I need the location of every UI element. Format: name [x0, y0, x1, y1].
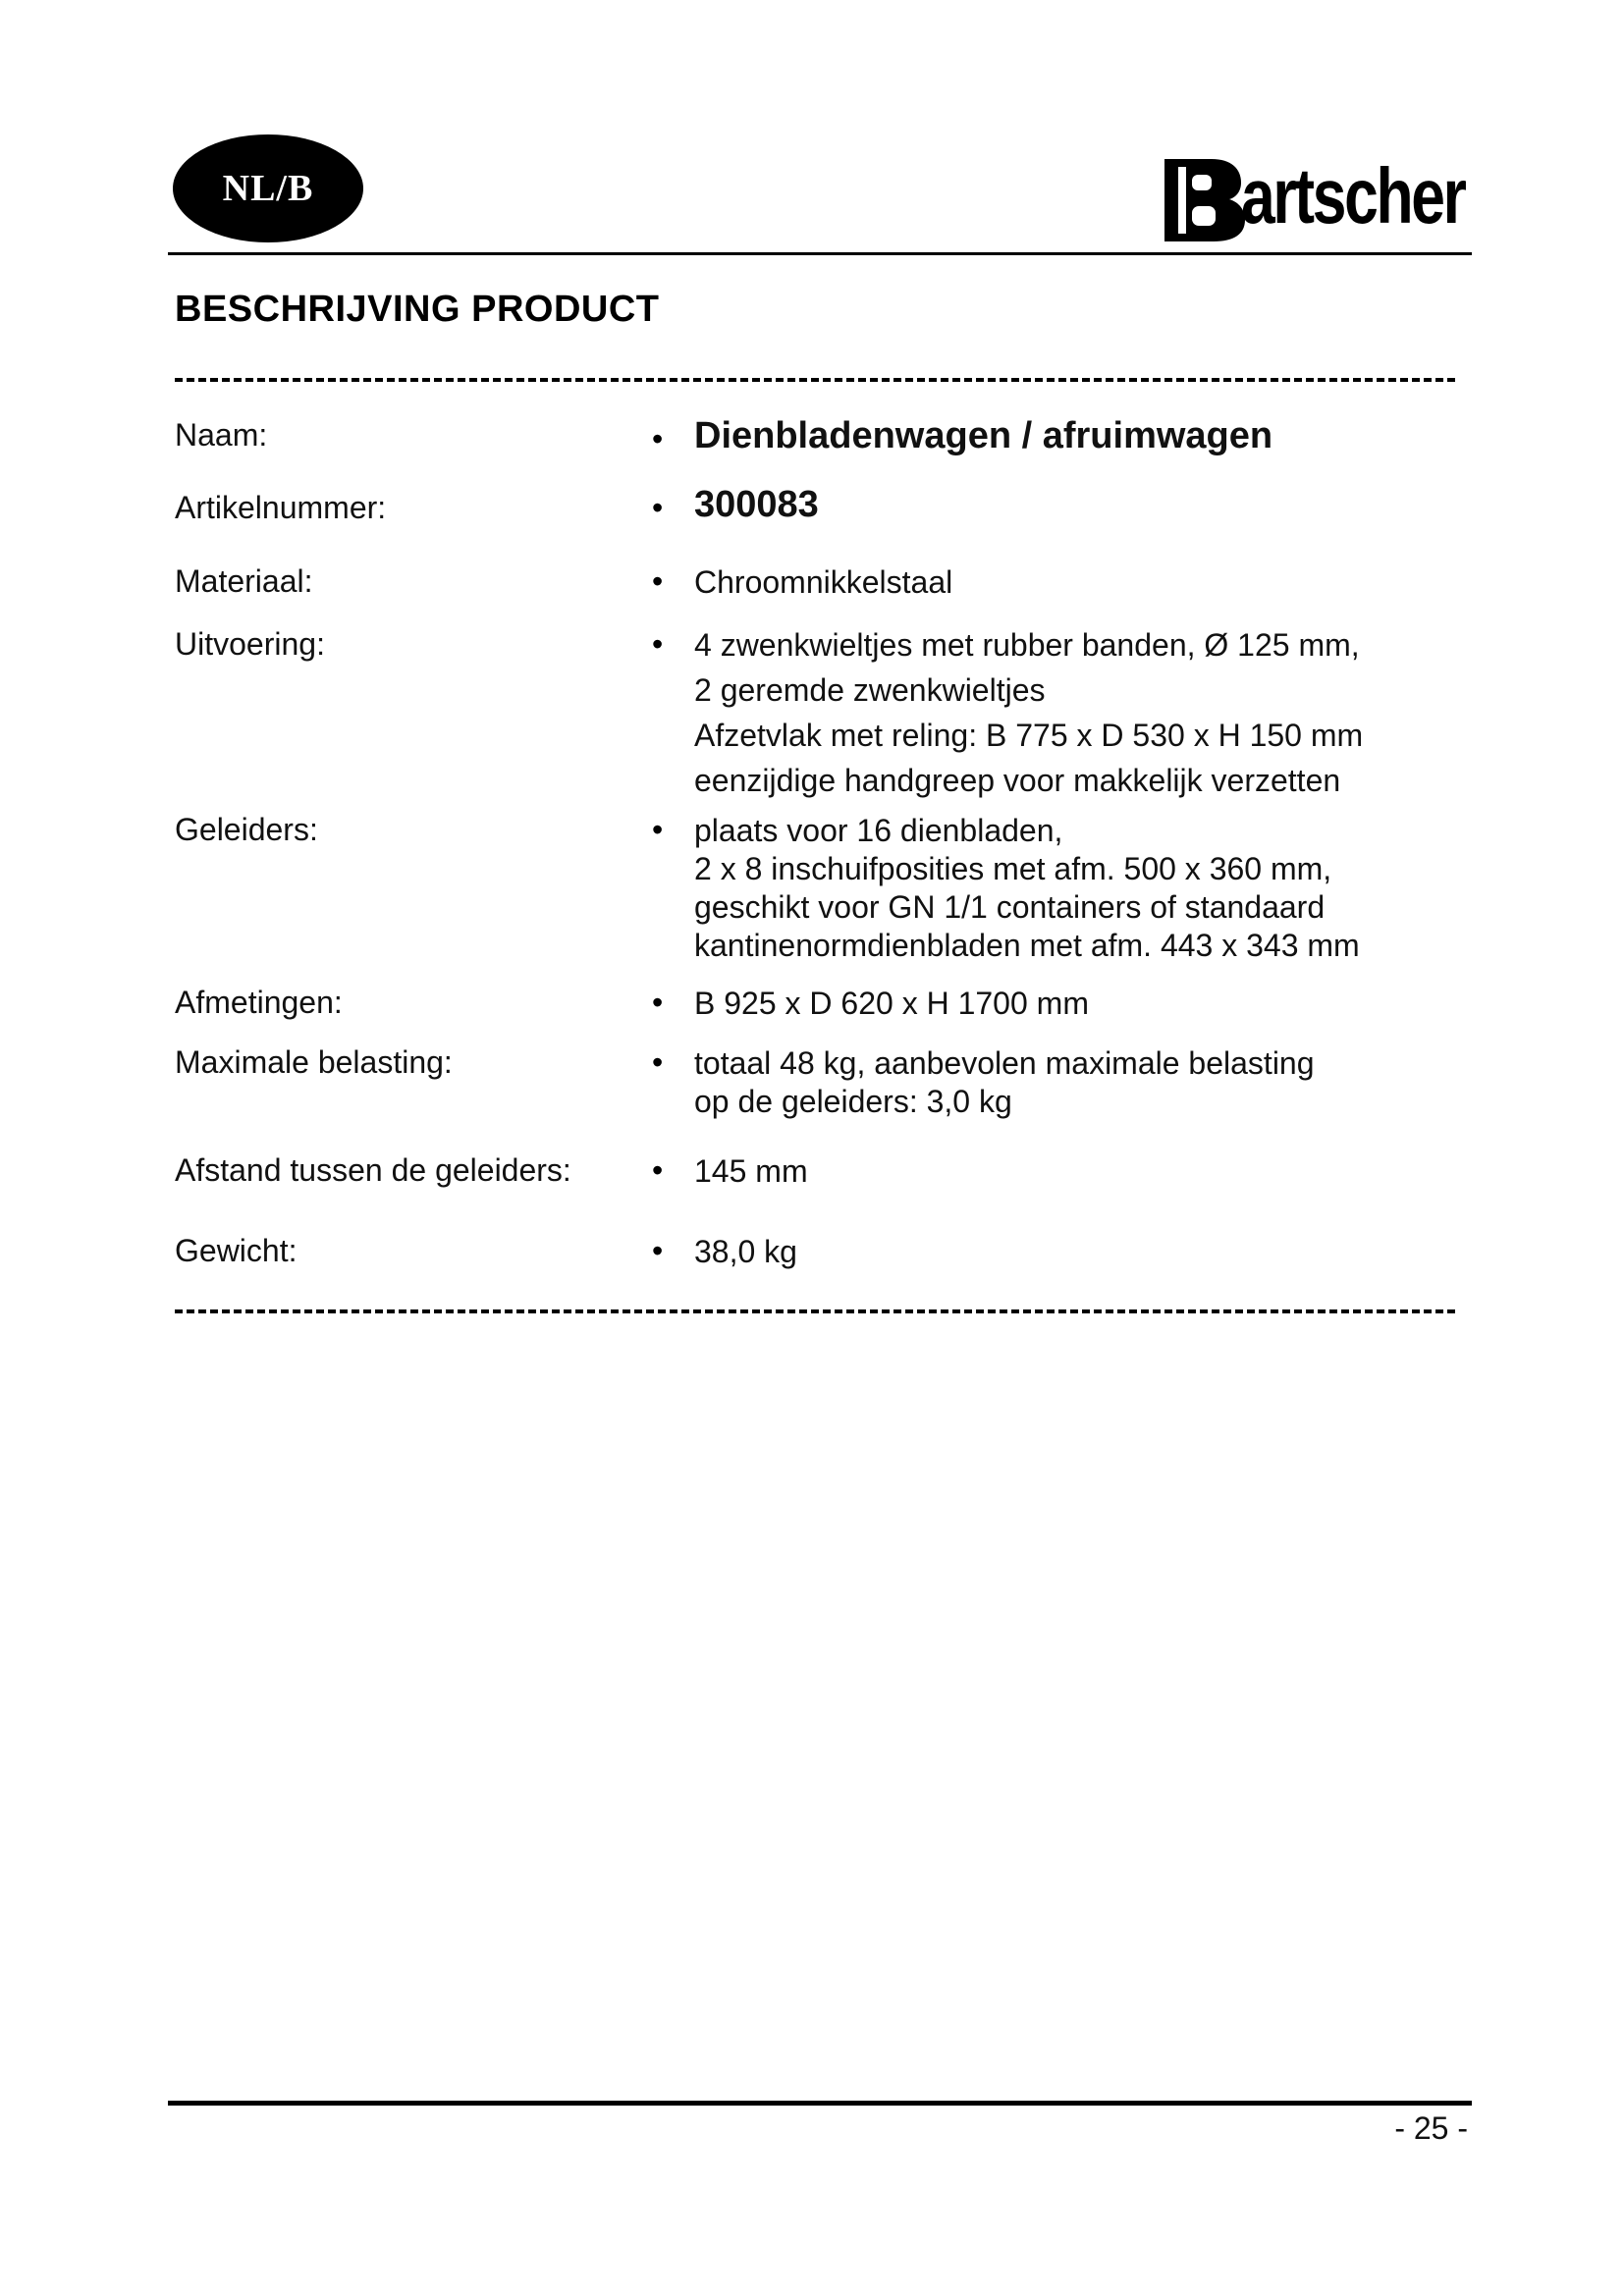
page-number: - 25 -: [1394, 2110, 1468, 2146]
bullet-icon: •: [652, 563, 664, 599]
bullet-icon: •: [652, 490, 664, 525]
dashed-divider-bottom: [175, 1309, 1455, 1313]
spec-label-belasting: Maximale belasting:: [175, 1044, 453, 1080]
section-title: BESCHRIJVING PRODUCT: [175, 289, 660, 330]
spec-value-uitvoering: 4 zwenkwieltjes met rubber banden, Ø 125 mm, 2 geremde zwenkwieltjes Afzetvlak met reling: B 775 x D 530 x H 150 mm eenzijdige handgreep voor makkelijk verzetten: [694, 627, 1364, 798]
bullet-icon: •: [652, 421, 664, 456]
bullet-icon: •: [652, 1044, 664, 1080]
bartscher-logo: [1157, 147, 1528, 245]
bullet-icon: •: [652, 626, 664, 662]
bartscher-logo-text: artscher: [1241, 152, 1465, 240]
spec-value-naam: Dienbladenwagen / afruimwagen: [694, 415, 1273, 456]
spec-label-artikelnummer: Artikelnummer:: [175, 490, 387, 525]
spec-label-naam: Naam:: [175, 417, 268, 453]
spec-label-geleiders: Geleiders:: [175, 812, 318, 847]
footer-rule: [168, 2101, 1472, 2106]
dashed-divider-top: [175, 378, 1455, 382]
spec-value-materiaal: Chroomnikkelstaal: [694, 564, 953, 600]
spec-label-afmetingen: Afmetingen:: [175, 985, 343, 1020]
spec-label-afstand: Afstand tussen de geleiders:: [175, 1152, 571, 1188]
bullet-icon: •: [652, 1233, 664, 1268]
spec-value-artikelnummer: 300083: [694, 484, 819, 525]
spec-label-uitvoering: Uitvoering:: [175, 626, 325, 662]
spec-value-afmetingen: B 925 x D 620 x H 1700 mm: [694, 986, 1089, 1021]
spec-value-geleiders: plaats voor 16 dienbladen, 2 x 8 inschuifposities met afm. 500 x 360 mm, geschikt voor GN 1/1 containers of standaard kantinenormdienbladen met afm. 443 x 343 mm: [694, 813, 1360, 963]
spec-value-afstand: 145 mm: [694, 1153, 808, 1189]
language-badge-label: NL/B: [222, 168, 314, 209]
bullet-icon: •: [652, 985, 664, 1020]
spec-value-belasting: totaal 48 kg, aanbevolen maximale belasting op de geleiders: 3,0 kg: [694, 1045, 1315, 1119]
spec-value-gewicht: 38,0 kg: [694, 1234, 797, 1269]
spec-label-materiaal: Materiaal:: [175, 563, 313, 599]
header-rule: [168, 252, 1472, 255]
language-badge: [173, 134, 363, 242]
spec-label-gewicht: Gewicht:: [175, 1233, 298, 1268]
bullet-icon: •: [652, 1152, 664, 1188]
bullet-icon: •: [652, 812, 664, 847]
bartscher-logo-mark: [1157, 149, 1251, 243]
